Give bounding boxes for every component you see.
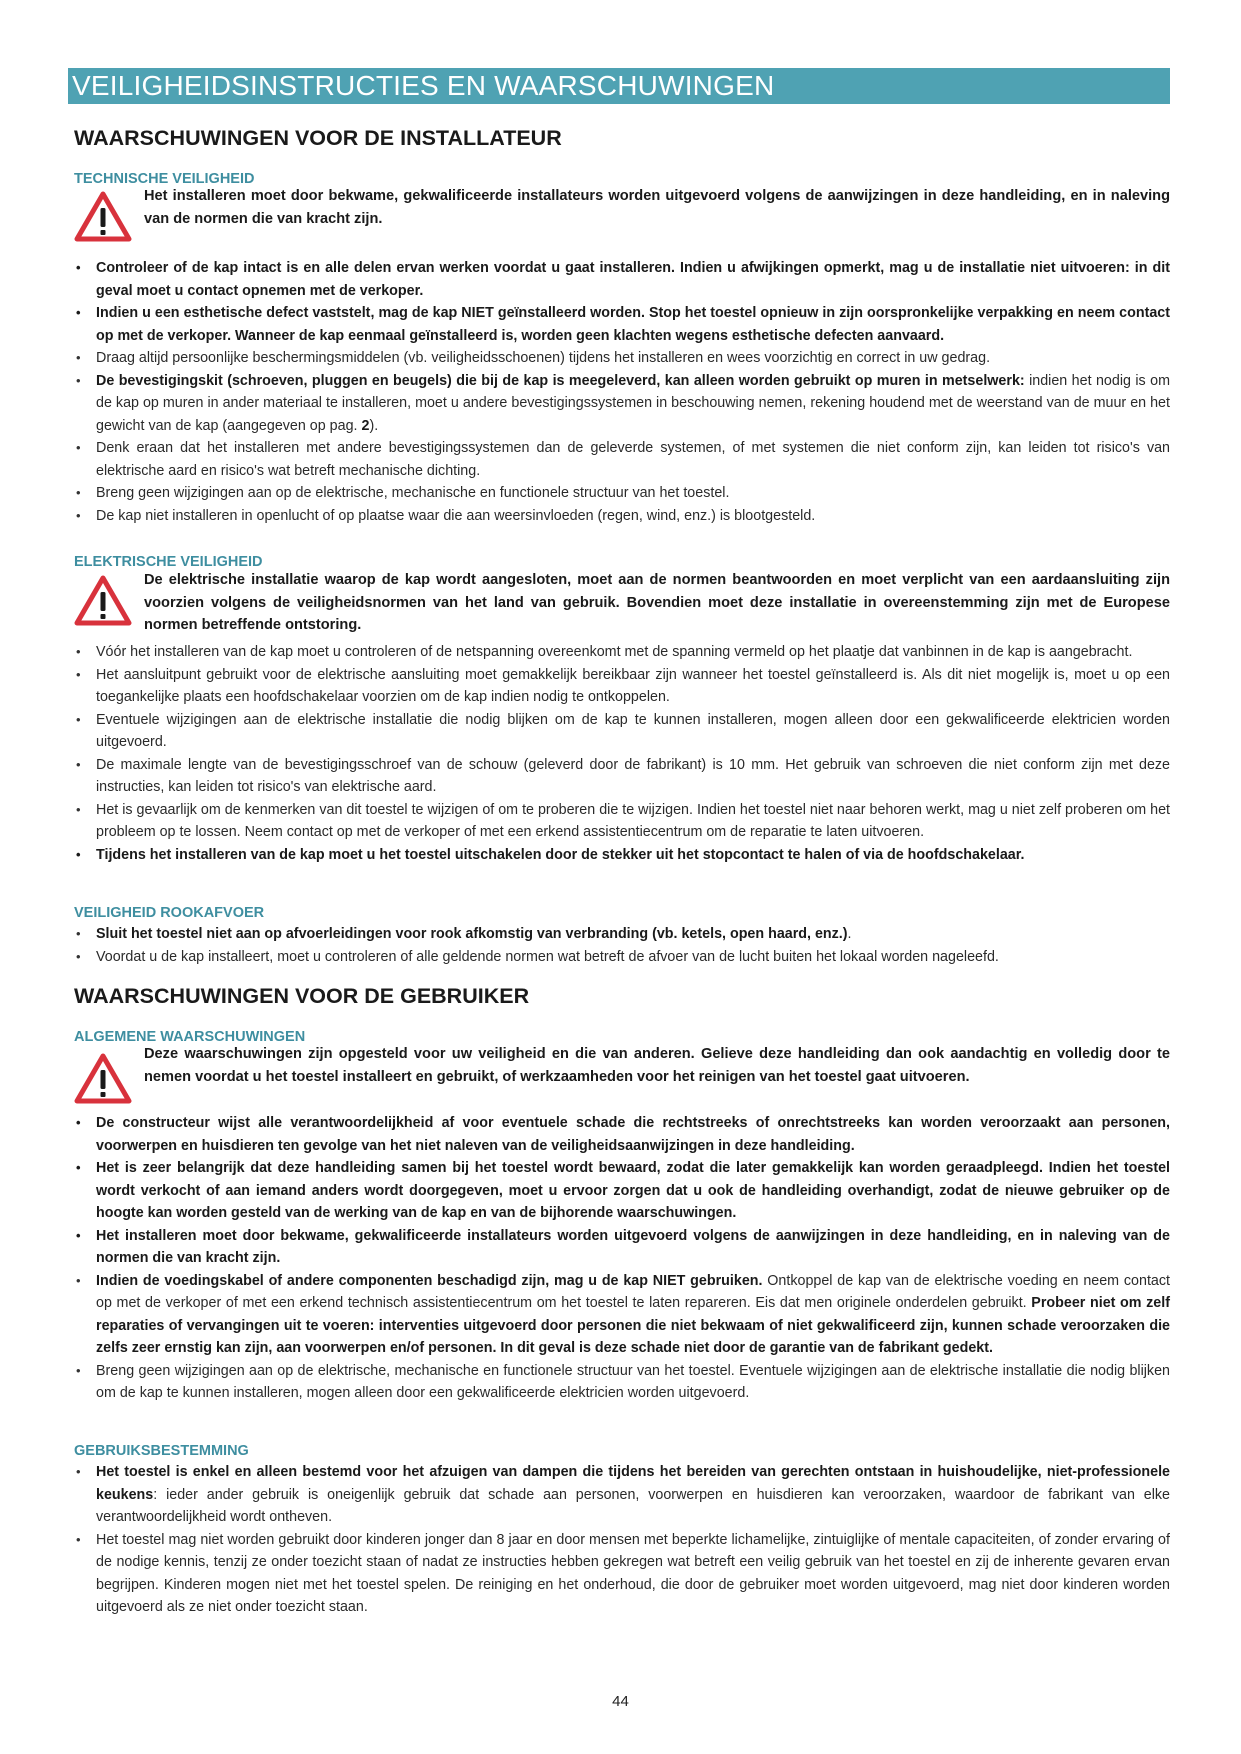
usage-title: GEBRUIKSBESTEMMING — [74, 1443, 249, 1459]
list-item: • Eventuele wijzigingen aan de elektrische installatie die nodig blijken om de kap te kunnen installeren, mogen alleen door een gekwalificeerde elektricien worden uitgevoerd. — [74, 709, 1170, 754]
technical-warning-block — [74, 185, 1170, 230]
general-warning-text: Deze waarschuwingen zijn opgesteld voor uw veiligheid en die van anderen. Gelieve deze handleiding dan ook aandachtig en volledig door te nemen voordat u het toestel installeert en gebruikt, of werkzaamheden voor het reinigen van het toestel gaat uitvoeren. — [144, 1046, 1170, 1085]
list-item: • Breng geen wijzigingen aan op de elektrische, mechanische en functionele structuur van het toestel. — [74, 482, 1170, 505]
page-reference: 2 — [361, 417, 370, 434]
installer-heading: WAARSCHUWINGEN VOOR DE INSTALLATEUR — [74, 126, 562, 150]
electrical-warning-block — [74, 569, 1170, 637]
general-warnings-list — [74, 1112, 1170, 1405]
warning-triangle-icon — [74, 1053, 132, 1105]
page-number: 44 — [612, 1693, 629, 1710]
warning-triangle-icon — [74, 191, 132, 243]
technical-safety-list — [74, 257, 1170, 527]
list-item: • Draag altijd persoonlijke beschermingsmiddelen (vb. veiligheidsschoenen) tijdens het installeren en wees voorzichtig en correct in uw gedrag. — [74, 347, 1170, 370]
usage-list — [74, 1461, 1170, 1619]
item-bold-text: De bevestigingskit (schroeven, pluggen en beugels) die bij de kap is meegeleverd, kan alleen worden gebruikt op muren in metselwerk: — [96, 372, 1025, 389]
list-item: • Tijdens het installeren van de kap moet u het toestel uitschakelen door de stekker uit het stopcontact te halen of via de hoofdschakelaar. — [74, 844, 1170, 867]
electrical-safety-title: ELEKTRISCHE VEILIGHEID — [74, 554, 263, 570]
technical-safety-title: TECHNISCHE VEILIGHEID — [74, 171, 255, 187]
list-item: • Het is zeer belangrijk dat deze handleiding samen bij het toestel wordt bewaard, zodat die later gemakkelijk kan worden geraadpleegd. Indien het toestel wordt verkocht of aan iemand anders wordt doorgegeven, moet u ervoor zorgen dat u ook de handleiding overhandigt, zodat de nieuwe gebruiker op de hoogte kan worden gesteld van de werking van de kap en van de bijhorende waarschuwingen. — [74, 1157, 1170, 1225]
list-item: • Vóór het installeren van de kap moet u controleren of de netspanning overeenkomt met de spanning vermeld op het plaatje dat vanbinnen in de kap is aangebracht. — [74, 641, 1170, 664]
smoke-safety-title: VEILIGHEID ROOKAFVOER — [74, 905, 265, 921]
list-item: • Voordat u de kap installeert, moet u controleren of alle geldende normen wat betreft de afvoer van de lucht buiten het lokaal worden nageleefd. — [74, 946, 1170, 969]
list-item: • De bevestigingskit (schroeven, pluggen en beugels) die bij de kap is meegeleverd, kan alleen worden gebruikt op muren in metselwerk: indien het nodig is om de kap op muren in ander materiaal te installeren, moet u andere bevestigingssystemen in beschouwing nemen, rekening houdend met de weerstand van de muur en het gewicht van de kap (aangegeven op pag. 2). — [74, 370, 1170, 438]
electrical-warning-text: De elektrische installatie waarop de kap wordt aangesloten, moet aan de normen beantwoorden en moet verplicht van een aardaansluiting zijn voorzien volgens de veiligheidsnormen van het land van gebruik. Bovendien moet deze installatie in overeenstemming zijn met de Europese normen betreffende ontstoring. — [144, 572, 1170, 633]
list-item: • Het is gevaarlijk om de kenmerken van dit toestel te wijzigen of om te proberen die te wijzigen. Indien het toestel niet naar behoren werkt, mag u niet zelf proberen om het probleem op te lossen. Neem contact op met de verkoper of met een erkend assistentiecentrum om de reparatie te laten uitvoeren. — [74, 799, 1170, 844]
list-item: • De constructeur wijst alle verantwoordelijkheid af voor eventuele schade die rechtstreeks of onrechtstreeks kan worden veroorzaakt aan personen, voorwerpen en huisdieren ten gevolge van het niet naleven van de veiligheidsaanwijzingen in deze handleiding. — [74, 1112, 1170, 1157]
page-title: VEILIGHEIDSINSTRUCTIES EN WAARSCHUWINGEN — [68, 68, 1170, 104]
list-item: • Controleer of de kap intact is en alle delen ervan werken voordat u gaat installeren. Indien u afwijkingen opmerkt, mag u de installatie niet uitvoeren: in dit geval moet u contact opnemen met de verkoper. — [74, 257, 1170, 302]
list-item: • Breng geen wijzigingen aan op de elektrische, mechanische en functionele structuur van het toestel. Eventuele wijzigingen aan de elektrische installatie die nodig blijken om de kap te kunnen installeren, mogen alleen door een gekwalificeerde elektricien worden uitgevoerd. — [74, 1360, 1170, 1405]
general-warnings-title: ALGEMENE WAARSCHUWINGEN — [74, 1029, 306, 1045]
list-item: • Het toestel is enkel en alleen bestemd voor het afzuigen van dampen die tijdens het bereiden van gerechten ontstaan in huishoudelijke, niet-professionele keukens: ieder ander gebruik is oneigenlijk gebruik dat schade aan personen, voorwerpen en huisdieren kan veroorzaken, waardoor de fabrikant van elke verantwoordelijkheid wordt ontheven. — [74, 1461, 1170, 1529]
list-item: • Het toestel mag niet worden gebruikt door kinderen jonger dan 8 jaar en door mensen met beperkte lichamelijke, zintuiglijke of mentale capaciteiten, of zonder ervaring of de nodige kennis, tenzij ze onder toezicht staan of nadat ze instructies hebben gekregen wat betreft een veilig gebruik van het toestel en zij de inherente gevaren ervan begrijpen. Kinderen mogen niet met het toestel spelen. De reiniging en het onderhoud, die door de gebruiker moet worden uitgevoerd, mag niet door kinderen worden uitgevoerd als ze niet onder toezicht staan. — [74, 1529, 1170, 1619]
list-item: • De maximale lengte van de bevestigingsschroef van de schouw (geleverd door de fabrikant) is 10 mm. Het gebruik van schroeven die niet conform zijn met deze instructies, kan leiden tot risico's van elektrische aard. — [74, 754, 1170, 799]
general-warning-block — [74, 1043, 1170, 1088]
warning-triangle-icon — [74, 575, 132, 627]
list-item: • Sluit het toestel niet aan op afvoerleidingen voor rook afkomstig van verbranding (vb. ketels, open haard, enz.). — [74, 923, 1170, 946]
list-item: • Het installeren moet door bekwame, gekwalificeerde installateurs worden uitgevoerd volgens de aanwijzingen in deze handleiding, en in naleving van de normen die van kracht zijn. — [74, 1225, 1170, 1270]
list-item: • De kap niet installeren in openlucht of op plaatse waar die aan weersinvloeden (regen, wind, enz.) is blootgesteld. — [74, 505, 1170, 528]
list-item: • Indien u een esthetische defect vaststelt, mag de kap NIET geïnstalleerd worden. Stop het toestel opnieuw in zijn oorspronkelijke verpakking en neem contact op met de verkoper. Wanneer de kap eenmaal geïnstalleerd is, worden geen klachten wegens esthetische defecten aanvaard. — [74, 302, 1170, 347]
technical-warning-text: Het installeren moet door bekwame, gekwalificeerde installateurs worden uitgevoerd volgens de aanwijzingen in deze handleiding, en in naleving van de normen die van kracht zijn. — [144, 188, 1170, 227]
smoke-safety-list — [74, 923, 1170, 968]
item-text: indien het nodig is om de kap op muren in ander materiaal te installeren, moet u andere bevestigingssystemen in beschouwing nemen, rekening houdend met de weerstand van de muur en het gewicht van de kap (aangegeven op pag. — [96, 372, 1170, 434]
electrical-safety-list — [74, 641, 1170, 866]
user-heading: WAARSCHUWINGEN VOOR DE GEBRUIKER — [74, 984, 530, 1008]
list-item: • Denk eraan dat het installeren met andere bevestigingssystemen dan de geleverde systemen, of met systemen die niet conform zijn, kan leiden tot risico's van elektrische aard en risico's wat betreft mechanische dichting. — [74, 437, 1170, 482]
list-item: • Indien de voedingskabel of andere componenten beschadigd zijn, mag u de kap NIET gebruiken. Ontkoppel de kap van de elektrische voeding en neem contact op met de verkoper of met een erkend technisch assistentiecentrum om het toestel te laten repareren. Eis dat men originele onderdelen gebruikt. Probeer niet om zelf reparaties of vervangingen uit te voeren: interventies uitgevoerd door personen die niet bekwaam of niet gekwalificeerd zijn, kunnen schade veroorzaken die zelfs zeer ernstig kan zijn, aan voorwerpen en/of personen. In dit geval is deze schade niet door de garantie van de fabrikant gedekt. — [74, 1270, 1170, 1360]
list-item: • Het aansluitpunt gebruikt voor de elektrische aansluiting moet gemakkelijk bereikbaar zijn wanneer het toestel geïnstalleerd is. Als dit niet mogelijk is, moet u op een toegankelijke plaats een hoofdschakelaar voorzien om de kap indien nodig te ontkoppelen. — [74, 664, 1170, 709]
